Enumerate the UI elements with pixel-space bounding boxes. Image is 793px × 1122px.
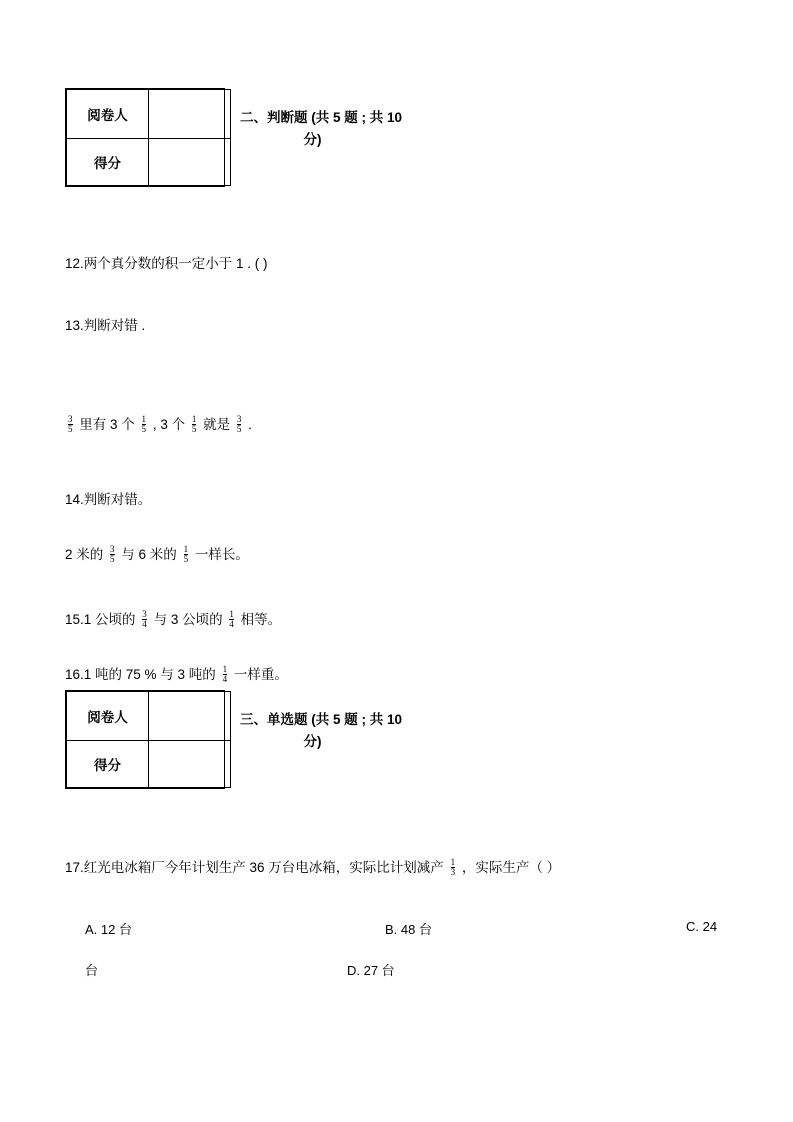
question-16 — [65, 665, 288, 685]
question-14-body — [65, 545, 249, 565]
fraction-3-5-c: $\frac{3}{5}$ — [110, 543, 115, 564]
question-12: 12.两个真分数的积一定小于 1 . ( ) — [65, 256, 268, 271]
fraction-1-5-c: $\frac{1}{5}$ — [183, 543, 189, 564]
q15-text-0: 15.1 公顷的 — [65, 612, 136, 627]
question-13-stem: 13.判断对错 . — [65, 318, 146, 333]
fraction-3-4-a: $\frac{3}{4}$ — [142, 608, 147, 629]
q14-text-0: 2 米的 — [65, 547, 104, 562]
q13-text-3: 就是 — [203, 417, 231, 432]
fraction-1-4-b: $\frac{1}{4}$ — [222, 663, 228, 684]
fraction-1-5-b: $\frac{1}{5}$ — [191, 413, 197, 434]
q15-text-1: 与 3 公顷的 — [153, 612, 223, 627]
fraction-3-5-a: $\frac{3}{5}$ — [68, 413, 73, 434]
question-17-option-d[interactable]: D. 27 台 — [347, 963, 395, 978]
score-box-1 — [65, 88, 225, 187]
question-17 — [65, 858, 560, 878]
score-box-1-value-score[interactable] — [149, 139, 231, 186]
q14-text-2: 一样长。 — [194, 547, 249, 562]
q15-text-2: 相等。 — [240, 612, 282, 627]
question-13-body — [65, 415, 252, 435]
section-heading-3-line2: 分) — [303, 734, 322, 749]
question-15 — [65, 610, 281, 630]
score-box-2-value-score[interactable] — [149, 741, 231, 788]
question-14-stem: 14.判断对错。 — [65, 492, 152, 507]
question-17-option-c[interactable]: C. 24 — [686, 919, 718, 934]
fraction-1-3-a: $\frac{1}{3}$ — [450, 856, 456, 877]
q17-text-1: ，实际生产（ ） — [461, 860, 561, 875]
score-box-2-label-score: 得分 — [67, 741, 149, 788]
score-box-2-value-reviewer[interactable] — [149, 692, 231, 741]
section-heading-3-line1: 三、单选题 (共 5 题 ; 共 10 — [240, 712, 403, 727]
score-box-1-label-reviewer: 阅卷人 — [67, 90, 149, 139]
q14-text-1: 与 6 米的 — [121, 547, 177, 562]
fraction-1-4-a: $\frac{1}{4}$ — [229, 608, 234, 629]
q16-text-1: 一样重。 — [233, 667, 288, 682]
q13-text-2: , 3 个 — [152, 417, 186, 432]
q13-text-4: . — [248, 417, 252, 432]
section-heading-3 — [240, 709, 540, 753]
question-17-option-c-continued[interactable]: 台 — [85, 963, 99, 978]
q17-text-0: 17.红光电冰箱厂今年计划生产 36 万台电冰箱，实际比计划减产 — [65, 860, 444, 875]
fraction-1-5-a: $\frac{1}{5}$ — [141, 413, 147, 434]
q16-text-0: 16.1 吨的 75 % 与 3 吨的 — [65, 667, 216, 682]
section-heading-2 — [240, 107, 540, 151]
fraction-3-5-b: $\frac{3}{5}$ — [236, 413, 242, 434]
question-17-option-b[interactable]: B. 48 台 — [385, 922, 432, 937]
section-heading-2-line2: 分) — [303, 132, 322, 147]
score-box-1-value-reviewer[interactable] — [149, 90, 231, 139]
question-17-option-a[interactable]: A. 12 台 — [85, 922, 132, 937]
section-heading-2-line1: 二、判断题 (共 5 题 ; 共 10 — [240, 110, 403, 125]
q13-text-1: 里有 3 个 — [79, 417, 135, 432]
score-box-2 — [65, 690, 225, 789]
score-box-2-label-reviewer: 阅卷人 — [67, 692, 149, 741]
score-box-1-label-score: 得分 — [67, 139, 149, 186]
